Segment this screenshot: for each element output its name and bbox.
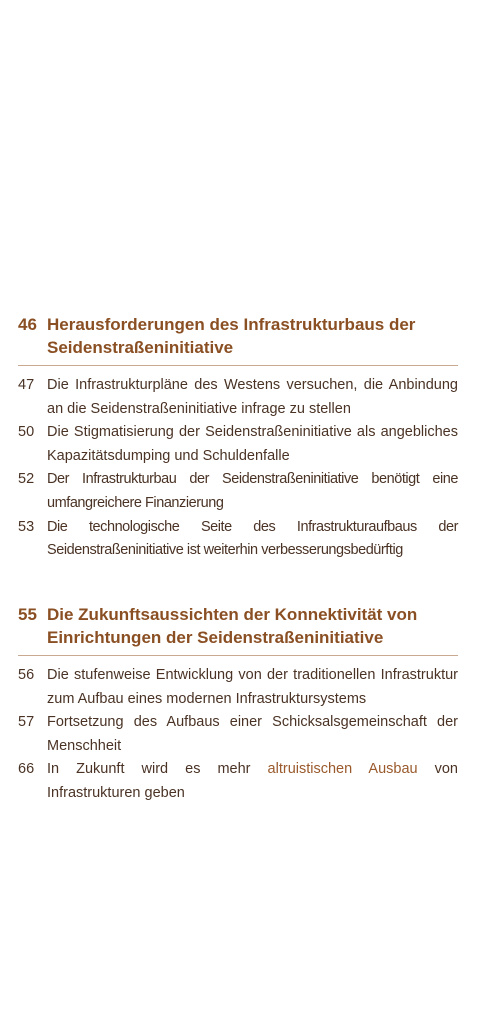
entry-page-number: 47 xyxy=(18,377,35,393)
entry-page-number: 56 xyxy=(18,667,35,683)
section-divider xyxy=(18,655,458,656)
section-divider xyxy=(18,365,458,366)
entry-title: Fortsetzung des Aufbaus einer Schicksalsgemeinschaft der Menschheit xyxy=(47,714,458,754)
entry-title: Die Infrastrukturpläne des Westens versuchen, die Anbindung an die Seidenstraßeninitiative infrage zu stellen xyxy=(47,377,458,417)
toc-section-46 xyxy=(18,313,458,563)
entry-page-number: 50 xyxy=(18,424,35,441)
toc-entry[interactable] xyxy=(18,421,458,468)
entry-title: Der Infrastrukturbau der Seidenstraßeninitiative benötigt eine umfangreichere Finanzierung xyxy=(47,471,458,511)
entry-title-part: In Zukunft wird es mehr xyxy=(47,761,268,778)
section-title: Die Zukunftsaussichten der Konnektivität von Einrichtungen der Seidenstraßeninitiative xyxy=(47,605,418,647)
toc-entry[interactable] xyxy=(18,468,458,515)
section-page-number: 46 xyxy=(18,315,37,334)
section-heading xyxy=(18,313,458,359)
toc-entry[interactable] xyxy=(18,516,458,563)
entry-title-part: von Infrastrukturen geben xyxy=(47,761,458,801)
entry-page-number: 52 xyxy=(18,471,35,488)
section-page-number: 55 xyxy=(18,605,37,624)
toc-entry[interactable] xyxy=(18,664,458,711)
entry-title: Die stufenweise Entwicklung von der traditionellen Infrastruktur zum Aufbau eines modernen Infrastruktursystems xyxy=(47,667,458,707)
toc-entry[interactable] xyxy=(18,711,458,758)
section-heading xyxy=(18,603,458,649)
entry-page-number: 53 xyxy=(18,518,35,535)
entry-title xyxy=(47,758,458,805)
entry-page-number: 57 xyxy=(18,714,35,731)
toc-entry[interactable] xyxy=(18,758,458,805)
entry-title: Die technologische Seite des Infrastrukturaufbaus der Seidenstraßeninitiative ist weiterhin verbesserungsbedürftig xyxy=(47,518,458,559)
entry-title: Die Stigmatisierung der Seidenstraßeninitiative als angebliches Kapazitätsdumping und Schuldenfalle xyxy=(47,424,458,464)
section-title: Herausforderungen des Infrastrukturbaus der Seidenstraßeninitiative xyxy=(47,315,416,357)
entry-page-number: 66 xyxy=(18,761,35,778)
toc-entry[interactable] xyxy=(18,374,458,421)
toc-section-55 xyxy=(18,603,458,806)
entry-title-highlight: altruistischen Ausbau xyxy=(267,761,418,778)
